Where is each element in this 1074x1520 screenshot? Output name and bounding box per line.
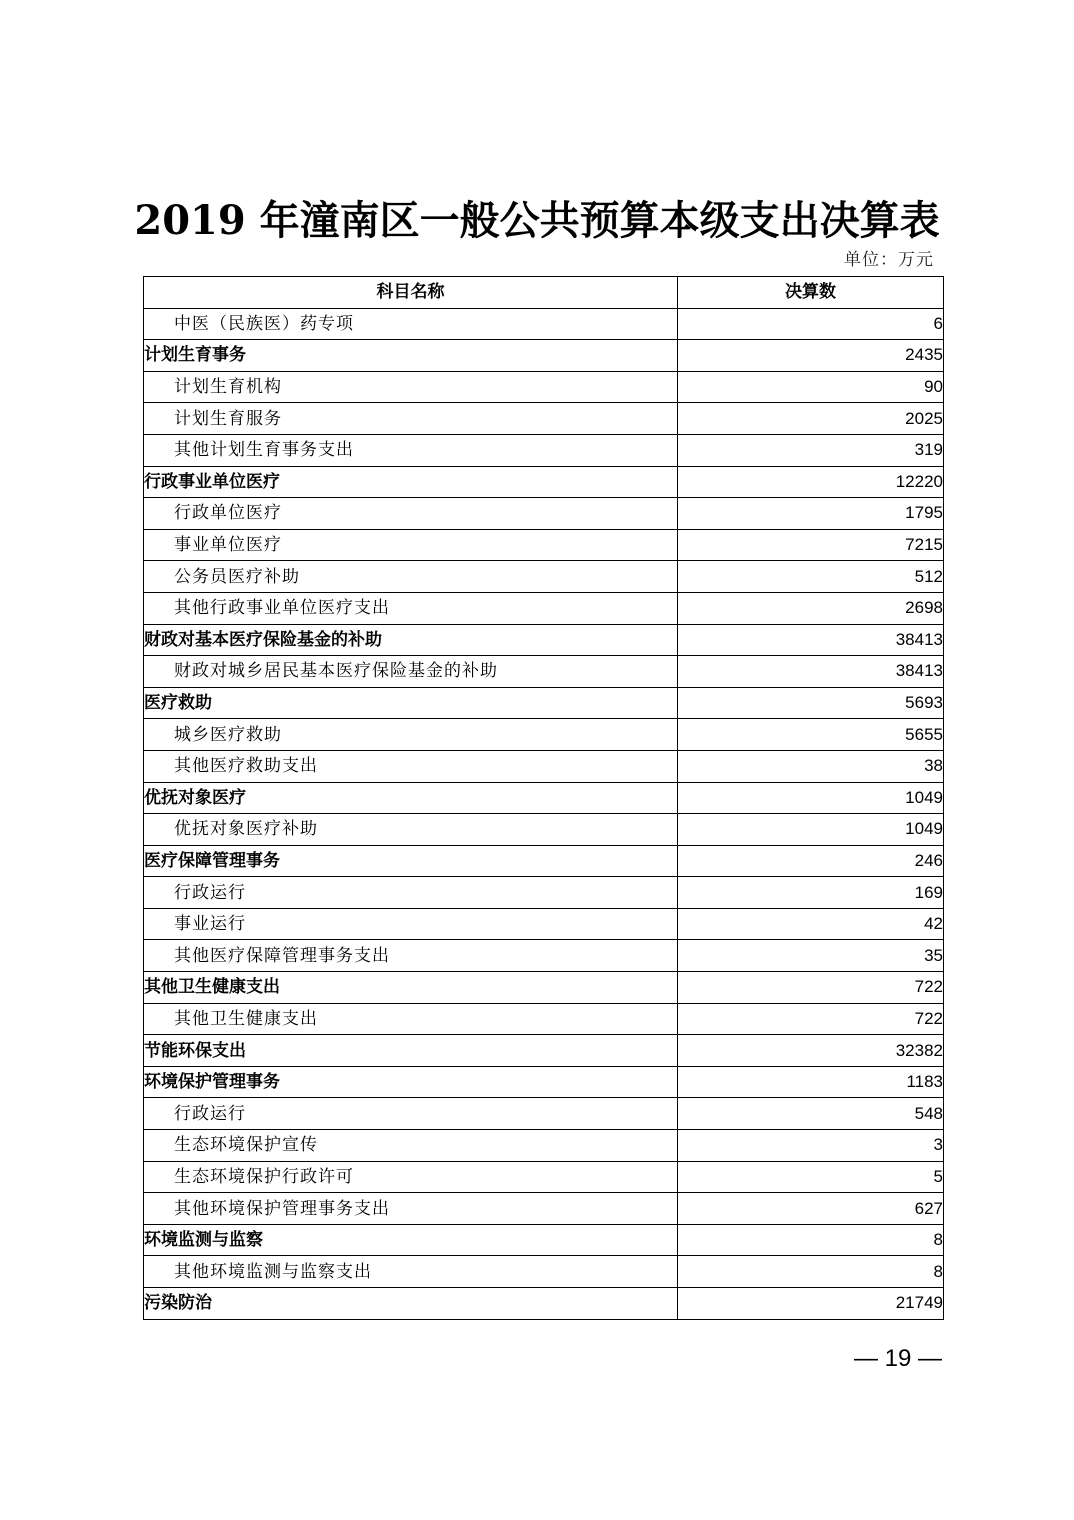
table-row xyxy=(144,1098,944,1130)
table-row xyxy=(144,782,944,814)
subitem-name-cell: 计划生育机构 xyxy=(144,371,678,403)
table-row xyxy=(144,877,944,909)
subitem-name-cell: 其他卫生健康支出 xyxy=(144,1003,678,1035)
subitem-name-cell: 生态环境保护宣传 xyxy=(144,1130,678,1162)
amount-cell: 32382 xyxy=(678,1035,944,1067)
amount-cell: 35 xyxy=(678,940,944,972)
amount-cell: 42 xyxy=(678,908,944,940)
subitem-name-cell: 计划生育服务 xyxy=(144,403,678,435)
subitem-name-cell: 其他医疗救助支出 xyxy=(144,750,678,782)
table-row xyxy=(144,1130,944,1162)
table-row xyxy=(144,750,944,782)
table-row xyxy=(144,972,944,1004)
amount-cell: 21749 xyxy=(678,1288,944,1320)
table-row xyxy=(144,498,944,530)
subitem-name-cell: 中医（民族医）药专项 xyxy=(144,308,678,340)
table-row xyxy=(144,845,944,877)
category-name-cell: 财政对基本医疗保险基金的补助 xyxy=(144,624,678,656)
table-header-row xyxy=(144,277,944,309)
amount-cell: 5 xyxy=(678,1161,944,1193)
category-name-cell: 环境保护管理事务 xyxy=(144,1066,678,1098)
category-name-cell: 医疗救助 xyxy=(144,687,678,719)
category-name-cell: 计划生育事务 xyxy=(144,340,678,372)
table-row xyxy=(144,403,944,435)
amount-cell: 548 xyxy=(678,1098,944,1130)
table-row xyxy=(144,1193,944,1225)
amount-cell: 169 xyxy=(678,877,944,909)
amount-cell: 90 xyxy=(678,371,944,403)
table-row xyxy=(144,908,944,940)
amount-cell: 1795 xyxy=(678,498,944,530)
amount-cell: 5693 xyxy=(678,687,944,719)
amount-cell: 1049 xyxy=(678,782,944,814)
amount-cell: 38413 xyxy=(678,624,944,656)
amount-cell: 2435 xyxy=(678,340,944,372)
category-name-cell: 医疗保障管理事务 xyxy=(144,845,678,877)
table-row xyxy=(144,340,944,372)
table-row xyxy=(144,1256,944,1288)
table-row xyxy=(144,940,944,972)
amount-cell: 319 xyxy=(678,434,944,466)
table-row xyxy=(144,592,944,624)
table-row xyxy=(144,656,944,688)
subitem-name-cell: 城乡医疗救助 xyxy=(144,719,678,751)
table-row xyxy=(144,1035,944,1067)
amount-cell: 12220 xyxy=(678,466,944,498)
table-row xyxy=(144,624,944,656)
amount-cell: 3 xyxy=(678,1130,944,1162)
table-row xyxy=(144,371,944,403)
table-row xyxy=(144,529,944,561)
amount-cell: 5655 xyxy=(678,719,944,751)
table-row xyxy=(144,687,944,719)
column-header-amount: 决算数 xyxy=(678,277,944,309)
subitem-name-cell: 公务员医疗补助 xyxy=(144,561,678,593)
amount-cell: 7215 xyxy=(678,529,944,561)
column-header-name: 科目名称 xyxy=(144,277,678,309)
category-name-cell: 其他卫生健康支出 xyxy=(144,972,678,1004)
amount-cell: 1183 xyxy=(678,1066,944,1098)
amount-cell: 627 xyxy=(678,1193,944,1225)
table-row xyxy=(144,1161,944,1193)
table-row xyxy=(144,308,944,340)
subitem-name-cell: 其他环境监测与监察支出 xyxy=(144,1256,678,1288)
amount-cell: 2025 xyxy=(678,403,944,435)
amount-cell: 722 xyxy=(678,972,944,1004)
subitem-name-cell: 优抚对象医疗补助 xyxy=(144,814,678,846)
subitem-name-cell: 行政运行 xyxy=(144,1098,678,1130)
subitem-name-cell: 行政运行 xyxy=(144,877,678,909)
subitem-name-cell: 其他环境保护管理事务支出 xyxy=(144,1193,678,1225)
subitem-name-cell: 其他医疗保障管理事务支出 xyxy=(144,940,678,972)
amount-cell: 8 xyxy=(678,1256,944,1288)
table-body xyxy=(144,308,944,1319)
category-name-cell: 环境监测与监察 xyxy=(144,1224,678,1256)
table-row xyxy=(144,434,944,466)
amount-cell: 1049 xyxy=(678,814,944,846)
category-name-cell: 节能环保支出 xyxy=(144,1035,678,1067)
amount-cell: 38 xyxy=(678,750,944,782)
subitem-name-cell: 事业单位医疗 xyxy=(144,529,678,561)
amount-cell: 512 xyxy=(678,561,944,593)
subitem-name-cell: 财政对城乡居民基本医疗保险基金的补助 xyxy=(144,656,678,688)
table-row xyxy=(144,1003,944,1035)
table-row xyxy=(144,1066,944,1098)
amount-cell: 722 xyxy=(678,1003,944,1035)
unit-label: 单位：万元 xyxy=(844,250,934,270)
amount-cell: 8 xyxy=(678,1224,944,1256)
amount-cell: 38413 xyxy=(678,656,944,688)
amount-cell: 246 xyxy=(678,845,944,877)
table-row xyxy=(144,719,944,751)
table-row xyxy=(144,561,944,593)
category-name-cell: 行政事业单位医疗 xyxy=(144,466,678,498)
table-row xyxy=(144,1224,944,1256)
page-number: — 19 — xyxy=(853,1345,942,1372)
budget-table xyxy=(143,276,944,1320)
amount-cell: 6 xyxy=(678,308,944,340)
subitem-name-cell: 事业运行 xyxy=(144,908,678,940)
category-name-cell: 优抚对象医疗 xyxy=(144,782,678,814)
table-row xyxy=(144,466,944,498)
subitem-name-cell: 其他行政事业单位医疗支出 xyxy=(144,592,678,624)
table-row xyxy=(144,814,944,846)
table-row xyxy=(144,1288,944,1320)
amount-cell: 2698 xyxy=(678,592,944,624)
subitem-name-cell: 行政单位医疗 xyxy=(144,498,678,530)
subitem-name-cell: 其他计划生育事务支出 xyxy=(144,434,678,466)
document-title: 2019 年潼南区一般公共预算本级支出决算表 xyxy=(134,197,940,244)
subitem-name-cell: 生态环境保护行政许可 xyxy=(144,1161,678,1193)
category-name-cell: 污染防治 xyxy=(144,1288,678,1320)
